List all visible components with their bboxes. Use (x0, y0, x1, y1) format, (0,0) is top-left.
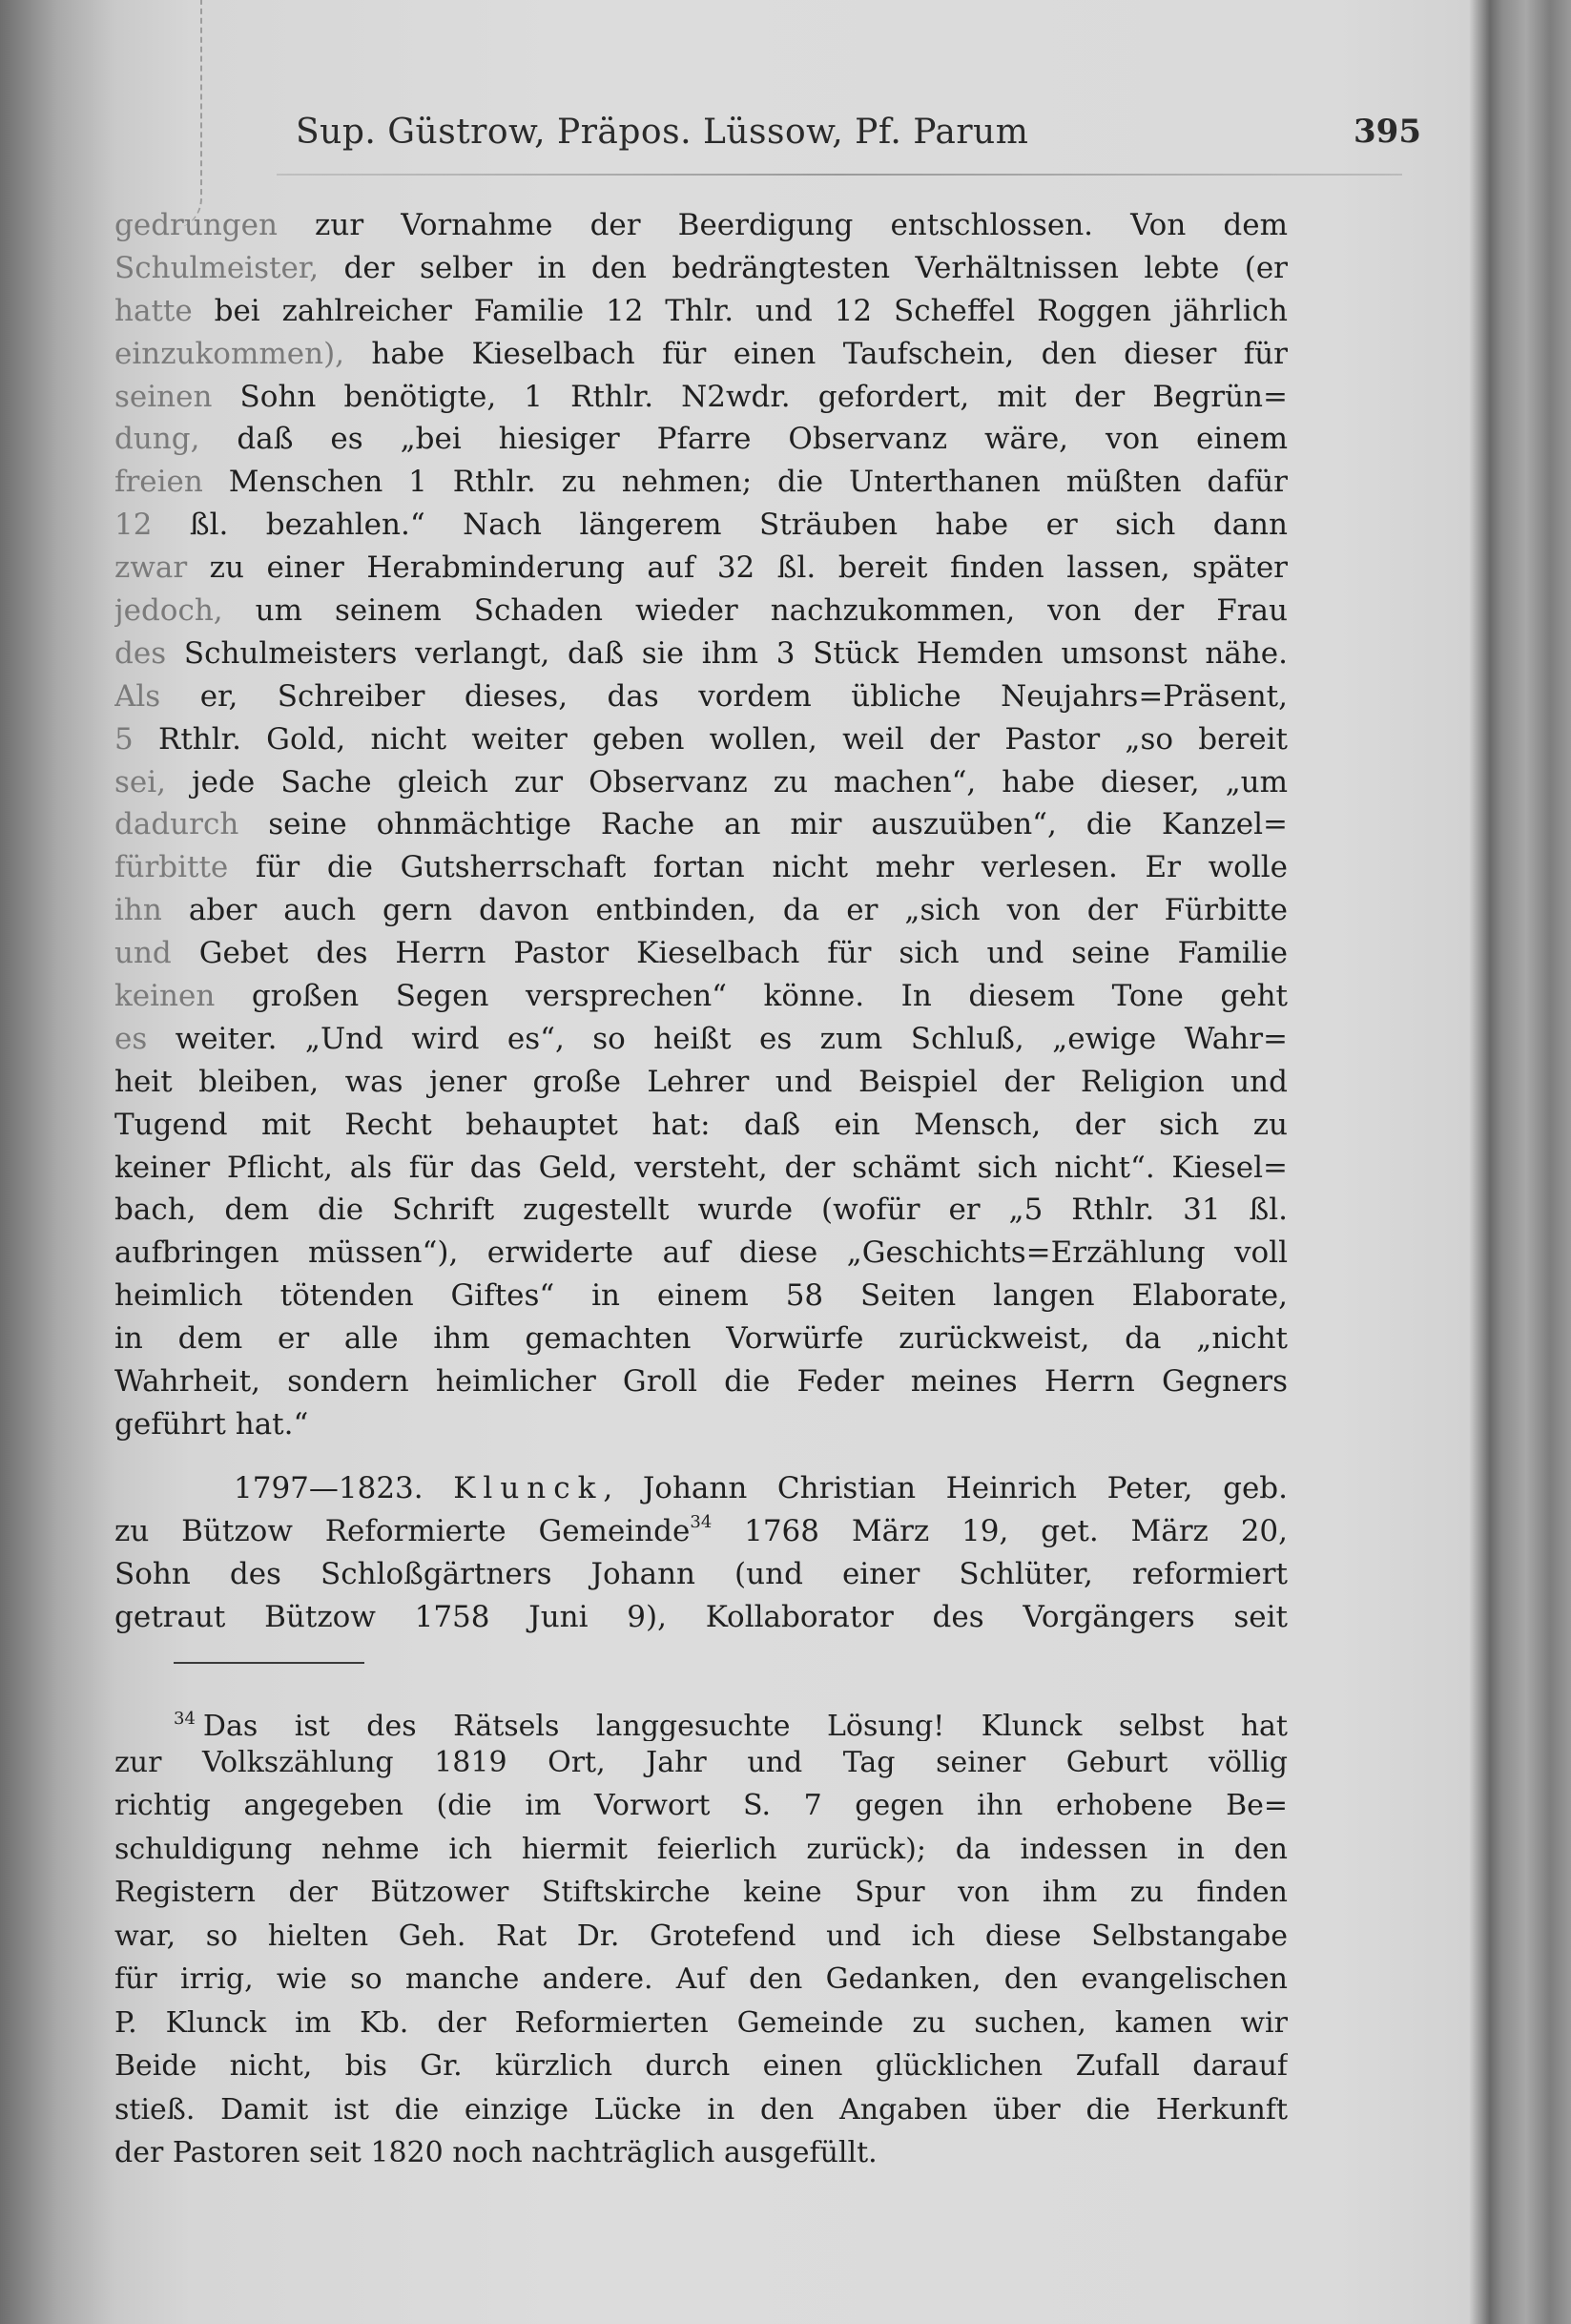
text-line: heimlich tötenden Giftes“ in einem 58 Seiten langen Elaborate, (114, 1278, 1288, 1314)
text-line: heit bleiben, was jener große Lehrer und Beispiel der Religion und (114, 1064, 1288, 1099)
text-line: bach, dem die Schrift zugestellt wurde (wofür er „5 Rthlr. 31 ßl. (114, 1193, 1288, 1228)
entry-line: zu Bützow Reformierte Gemeinde$^{34}$ 1768 März 19, get. März 20, (114, 1511, 1288, 1548)
text-line: geführt hat.“ (114, 1406, 309, 1442)
text-line: 12 ßl. bezahlen.“ Nach längerem Sträuben habe er sich dann (114, 508, 1288, 543)
text-line: zwar zu einer Herabminderung auf 32 ßl. bereit finden lassen, später (114, 550, 1288, 586)
text-line: ihn aber auch gern davon entbinden, da er „sich von der Fürbitte (114, 893, 1288, 928)
footnote-line: zur Volkszählung 1819 Ort, Jahr und Tag seiner Geburt völlig (114, 1745, 1288, 1779)
text-line: Schulmeister, der selber in den bedrängtesten Verhältnissen lebte (er (114, 250, 1288, 285)
text-line: seinen Sohn benötigte, 1 Rthlr. N2wdr. gefordert, mit der Begrün= (114, 379, 1288, 414)
entry-line: getraut Bützow 1758 Juni 9), Kollaborator des Vorgängers seit (114, 1599, 1288, 1634)
text-line: hatte bei zahlreicher Familie 12 Thlr. und 12 Scheffel Roggen jährlich (114, 293, 1288, 328)
text-line: und Gebet des Herrn Pastor Kieselbach für sich und seine Familie (114, 936, 1288, 971)
text-line: in dem er alle ihm gemachten Vorwürfe zurückweist, da „nicht (114, 1321, 1288, 1357)
body-text (114, 204, 1288, 1638)
footnote-line: der Pastoren seit 1820 noch nachträglich ausgefüllt. (114, 2136, 878, 2169)
text-line: dung, daß es „bei hiesiger Pfarre Observanz wäre, von einem (114, 422, 1288, 457)
text-line: gedrungen zur Vornahme der Beerdigung entschlossen. Von dem (114, 208, 1288, 242)
text-line: freien Menschen 1 Rthlr. zu nehmen; die Unterthanen müßten dafür (114, 465, 1288, 500)
footnote-line: schuldigung nehme ich hiermit feierlich zurück); da indessen in den (114, 1832, 1288, 1866)
text-line: jedoch, um seinem Schaden wieder nachzukommen, von der Frau (114, 593, 1288, 629)
text-line: sei, jede Sache gleich zur Observanz zu machen“, habe dieser, „um (114, 764, 1288, 799)
footnote-ref[interactable]: 34 (690, 1511, 713, 1532)
entry-line: 1797—1823. Klunck, Johann Christian Heinrich Peter, geb. (234, 1470, 1288, 1505)
text-line: aufbringen müssen“), erwiderte auf diese „Geschichts=Erzählung voll (114, 1235, 1288, 1271)
text-line: dadurch seine ohnmächtige Rache an mir auszuüben“, die Kanzel= (114, 807, 1288, 842)
text-line: des Schulmeisters verlangt, daß sie ihm 3 Stück Hemden umsonst nähe. (114, 635, 1288, 671)
text-line: Wahrheit, sondern heimlicher Groll die Feder meines Herrn Gegners (114, 1364, 1288, 1400)
footnotes (114, 1697, 1288, 2175)
running-head (296, 113, 1421, 160)
text-line: einzukommen), habe Kieselbach für einen Taufschein, den dieser für (114, 336, 1288, 371)
text-line: 5 Rthlr. Gold, nicht weiter geben wollen, weil der Pastor „so bereit (114, 721, 1288, 757)
footnote-line: richtig angegeben (die im Vorwort S. 7 gegen ihn erhobene Be= (114, 1789, 1288, 1822)
running-head-title: Sup. Güstrow, Präpos. Lüssow, Pf. Parum (296, 113, 1029, 152)
text-line: Tugend mit Recht behauptet hat: daß ein Mensch, der sich zu (114, 1107, 1288, 1142)
page-number: 395 (1354, 113, 1421, 151)
paragraph-gap (114, 1446, 1288, 1467)
text-line: keinen großen Segen versprechen“ könne. In diesem Tone geht (114, 979, 1288, 1014)
footnote-line: Beide nicht, bis Gr. kürzlich durch einen glücklichen Zufall darauf (114, 2049, 1288, 2083)
book-page (114, 0, 1421, 2324)
text-line: Als er, Schreiber dieses, das vordem übliche Neujahrs=Präsent, (114, 678, 1288, 714)
footnote-line: war, so hielten Geh. Rat Dr. Grotefend und ich diese Selbstangabe (114, 1919, 1288, 1953)
footnote-line: P. Klunck im Kb. der Reformierten Gemeinde zu suchen, kamen wir (114, 2005, 1288, 2040)
footnote-line: $^{34}$ Das ist des Rätsels langgesuchte Lösung! Klunck selbst hat (174, 1709, 1288, 1741)
footnote-separator (174, 1662, 364, 1664)
entry-years: 1797—1823. (234, 1470, 424, 1505)
footnote-mark: 34 (174, 1709, 196, 1729)
text-line: es weiter. „Und wird es“, so heißt es zum Schluß, „ewige Wahr= (114, 1021, 1288, 1056)
text-line: fürbitte für die Gutsherrschaft fortan nicht mehr verlesen. Er wolle (114, 850, 1288, 885)
text-line: keiner Pflicht, als für das Geld, versteht, der schämt sich nicht“. Kiesel= (114, 1150, 1288, 1185)
footnote-line: stieß. Damit ist die einzige Lücke in den Angaben über die Herkunft (114, 2092, 1288, 2127)
footnote-line: Registern der Bützower Stiftskirche keine Spur von ihm zu finden (114, 1876, 1288, 1909)
entry-surname: Klunck (453, 1470, 604, 1505)
entry-line: Sohn des Schloßgärtners Johann (und einer Schlüter, reformiert (114, 1556, 1288, 1591)
footnote-line: für irrig, wie so manche andere. Auf den Gedanken, den evangelischen (114, 1962, 1288, 1996)
header-shadow-rule (277, 174, 1402, 176)
